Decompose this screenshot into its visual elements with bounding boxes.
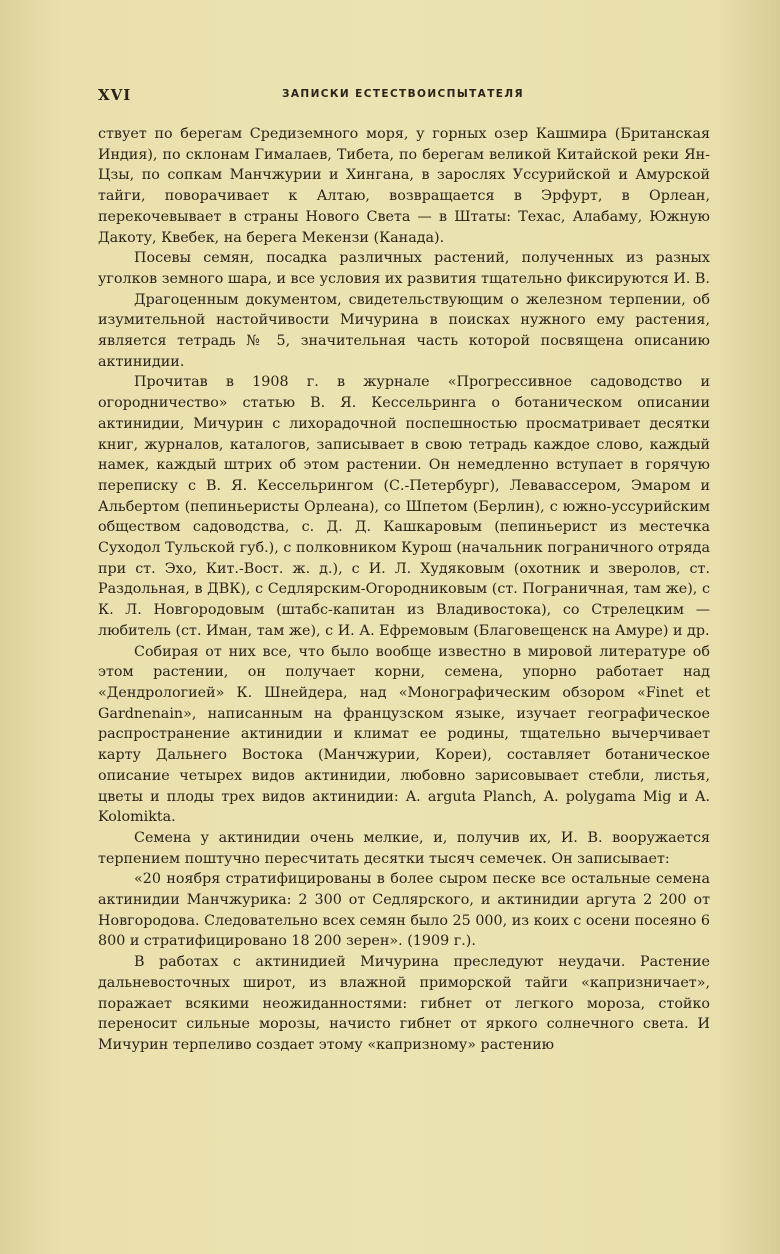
page-body — [98, 124, 710, 1056]
paragraph: Драгоценным документом, свидетельствующим о железном терпении, об изумительной настойчивости Мичурина в поисках нужного ему растения, является тетрадь № 5, значительная часть которой посвящена описанию актинидии. — [98, 291, 710, 370]
paragraph: Прочитав в 1908 г. в журнале «Прогрессивное садоводство и огородничество» статью В. Я. Кессельринга о ботаническом описании актинидии, Мичурин с лихорадочной поспешностью просматривает десятки книг, журналов, каталогов, записывает в свою тетрадь каждое слово, каждый намек, каждый штрих об этом растении. Он немедленно вступает в горячую переписку с В. Я. Кессельрингом (С.-Петербург), Левавассером, Эмаром и Альбертом (пепиньеристы Орлеана), со Шпетом (Берлин), с южно-уссурийским обществом садоводства, с. Д. Д. Кашкаровым (пепиньерист из местечка Суходол Тульской губ.), с полковником Курош (начальник пограничного отряда при ст. Эхо, Кит.-Вост. ж. д.), с И. Л. Худяковым (охотник и зверолов, ст. Раздольная, в ДВК), с Седлярским-Огородниковым (ст. Пограничная, там же), с К. Л. Новгородовым (штабс-капитан из Владивостока), со Стрелецким — любитель (ст. Иман, там же), с И. А. Ефремовым (Благовещенск на Амуре) и др. — [98, 374, 710, 639]
running-title: ЗАПИСКИ ЕСТЕСТВОИСПЫТАТЕЛЯ — [282, 88, 524, 100]
quote-paragraph: «20 ноября стратифицированы в более сыром песке все остальные семена актинидии Манчжурика: 2 300 от Седлярского, и актинидии аргута 2 200 от Новгородова. Следовательно всех семян было 25 000, из коих с осени посеяно 6 800 и стратифицировано 18 200 зерен». (1909 г.). — [98, 871, 710, 950]
page-header — [98, 86, 708, 106]
paragraph: Семена у актинидии очень мелкие, и, получив их, И. В. вооружается терпением поштучно пересчитать десятки тысяч семечек. Он записывает: — [98, 829, 710, 867]
paragraph: В работах с актинидией Мичурина преследуют неудачи. Растение дальневосточных широт, из влажной приморской тайги «капризничает», поражает всякими неожиданностями: гибнет от легкого мороза, стойко переносит сильные морозы, начисто гибнет от яркого солнечного света. И Мичурин терпеливо создает этому «капризному» растению — [98, 954, 710, 1053]
page-number: XVI — [98, 86, 132, 104]
paragraph: ствует по берегам Средиземного моря, у горных озер Кашмира (Британская Индия), по склонам Гималаев, Тибета, по берегам великой Китайской реки Ян-Цзы, по сопкам Манчжурии и Хингана, в зарослях Уссурийской и Амурской тайги, поворачивает к Алтаю, возвращается в Эрфурт, в Орлеан, перекочевывает в страны Нового Света — в Штаты: Техас, Алабаму, Южную Дакоту, Квебек, на берега Мекензи (Канада). — [98, 126, 710, 246]
paragraph: Посевы семян, посадка различных растений, полученных из разных уголков земного шара, и все условия их развития тщательно фиксируются И. В. — [98, 250, 710, 287]
paragraph: Собирая от них все, что было вообще известно в мировой литературе об этом растении, он получает корни, семена, упорно работает над «Дендрологией» К. Шнейдера, над «Монографическим обзором «Finet et Gardnenain», написанным на французском языке, изучает географическое распространение актинидии и климат ее родины, тщательно вычерчивает карту Дальнего Востока (Манчжурии, Кореи), составляет ботаническое описание четырех видов актинидии, любовно зарисовывает стебли, листья, цветы и плоды трех видов актинидии: A. arguta Planch, A. polygama Mig и A. Kolomikta. — [98, 643, 710, 826]
